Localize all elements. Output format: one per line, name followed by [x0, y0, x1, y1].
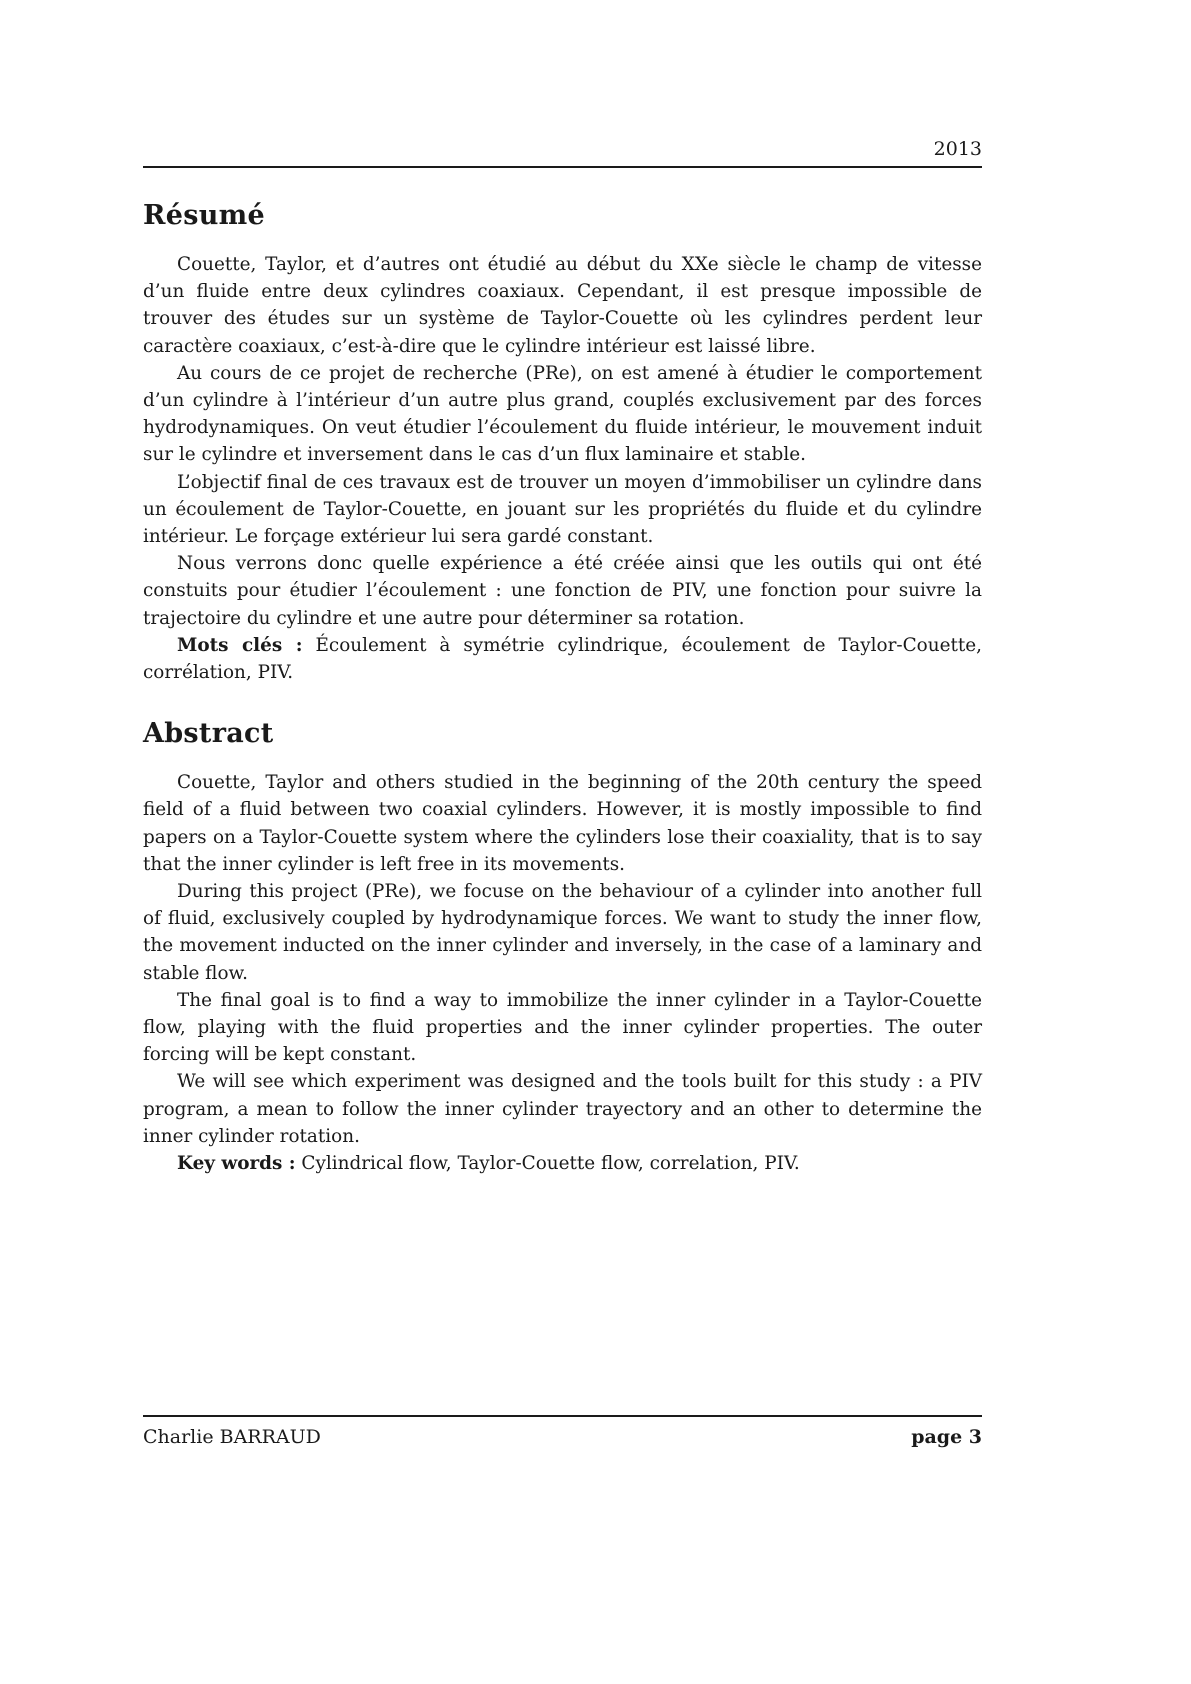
- resume-paragraph-2: Au cours de ce projet de recherche (PRe), on est amené à étudier le comportement d’un cylindre à l’intérieur d’un autre plus grand, couplés exclusivement par des forces hydrodynamiques. On veut étudier l’écoulement du fluide intérieur, le mouvement induit sur le cylindre et inversement dans le cas d’un flux laminaire et stable.: [143, 362, 982, 466]
- resume-keywords: [143, 632, 982, 686]
- abstract-keywords: [143, 1150, 982, 1177]
- page-header: [143, 138, 982, 168]
- main-content: [143, 200, 982, 1177]
- resume-keywords-label: Mots clés :: [177, 634, 303, 656]
- footer-page-number: page 3: [911, 1426, 982, 1448]
- abstract-paragraph-2: During this project (PRe), we focuse on the behaviour of a cylinder into another full of fluid, exclusively coupled by hydrodynamique forces. We want to study the inner flow, the movement inducted on the inner cylinder and inversely, in the case of a laminary and stable flow.: [143, 881, 982, 984]
- resume-keywords-text: Écoulement à symétrie cylindrique, écoulement de Taylor-Couette, corrélation, PIV.: [143, 634, 982, 684]
- resume-section: [143, 200, 982, 686]
- abstract-paragraph-4: We will see which experiment was designed and the tools built for this study : a PIV program, a mean to follow the inner cylinder trayectory and an other to determine the inner cylinder rotation.: [143, 1071, 982, 1147]
- footer-author: Charlie BARRAUD: [143, 1426, 321, 1448]
- abstract-keywords-label: Key words :: [177, 1153, 296, 1175]
- resume-paragraph-3: L’objectif final de ces travaux est de trouver un moyen d’immobiliser un cylindre dans un écoulement de Taylor-Couette, en jouant sur les propriétés du fluide et du cylindre intérieur. Le forçage extérieur lui sera gardé constant.: [143, 471, 982, 548]
- resume-title: Résumé: [143, 200, 265, 231]
- abstract-title: Abstract: [143, 718, 274, 750]
- abstract-paragraph-1: Couette, Taylor and others studied in the beginning of the 20th century the speed field of a fluid between two coaxial cylinders. However, it is mostly impossible to find papers on a Taylor-Couette system where the cylinders lose their coaxiality, that is to say that the inner cylinder is left free in its movements.: [143, 772, 982, 875]
- footer-rule: [143, 1415, 982, 1417]
- resume-paragraph-1: Couette, Taylor, et d’autres ont étudié au début du XXe siècle le champ de vitesse d’un fluide entre deux cylindres coaxiaux. Cependant, il est presque impossible de trouver des études sur un système de Taylor-Couette où les cylindres perdent leur caractère coaxiaux, c’est-à-dire que le cylindre intérieur est laissé libre.: [143, 254, 982, 357]
- abstract-section: [143, 718, 982, 1177]
- abstract-paragraph-3: The final goal is to find a way to immobilize the inner cylinder in a Taylor-Couette flow, playing with the fluid properties and the inner cylinder properties. The outer forcing will be kept constant.: [143, 989, 982, 1066]
- abstract-keywords-text: Cylindrical flow, Taylor-Couette flow, correlation, PIV.: [295, 1153, 800, 1175]
- resume-paragraph-4: Nous verrons donc quelle expérience a été créée ainsi que les outils qui ont été constuits pour étudier l’écoulement : une fonction de PIV, une fonction pour suivre la trajectoire du cylindre et une autre pour déterminer sa rotation.: [143, 553, 982, 629]
- header-year: 2013: [933, 138, 982, 160]
- header-rule: [143, 166, 982, 168]
